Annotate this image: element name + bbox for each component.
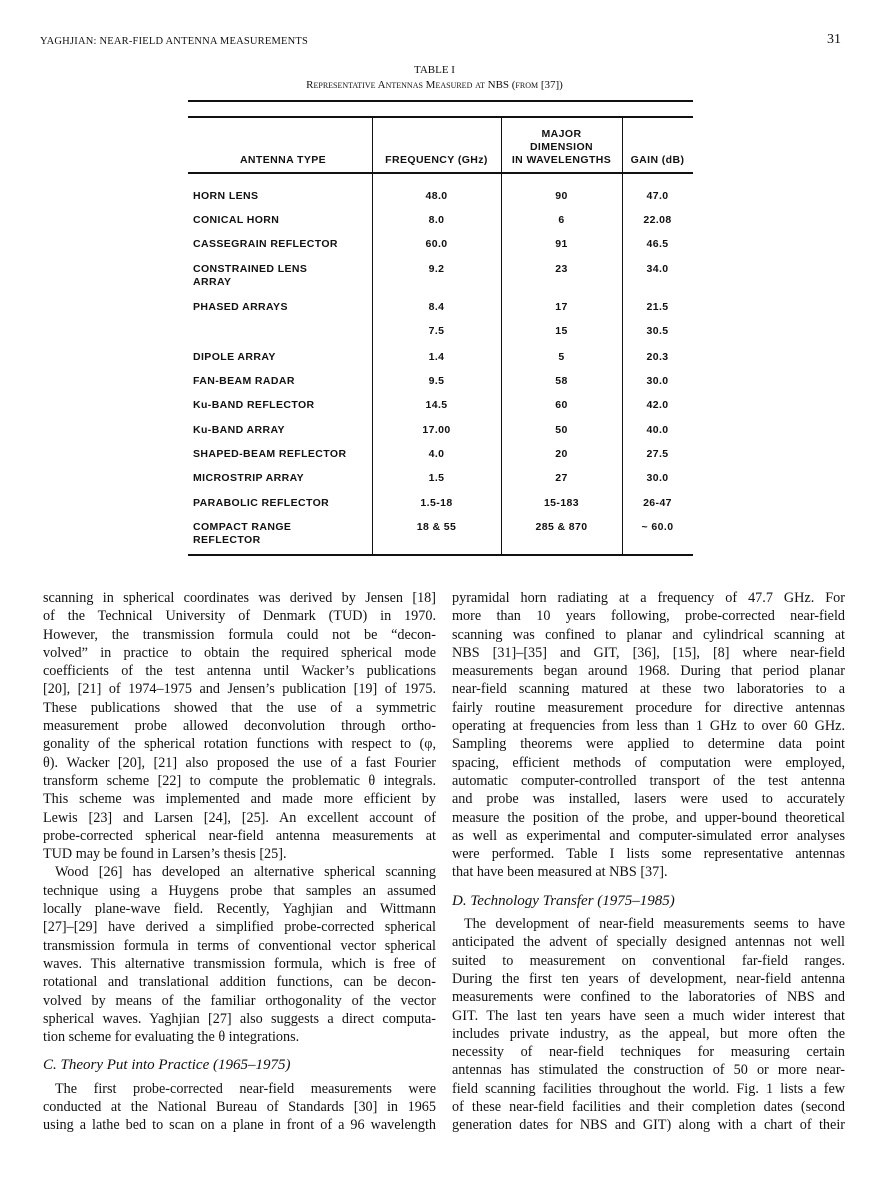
table-cell-frequency: 8.0 <box>428 214 445 226</box>
table-cell-gain: 26-47 <box>643 497 672 509</box>
text-line: anticipated the advent of specially designed antennas not well <box>452 934 845 951</box>
table-cell-major-dimension: 6 <box>558 214 565 226</box>
table-cell-gain: 47.0 <box>646 190 669 202</box>
text-line: of the Technical University of Denmark (TUD) in 1970. <box>43 608 436 625</box>
paragraph <box>452 915 845 1135</box>
text-line: near-field scanning matured at these two laboratories to a <box>452 681 845 698</box>
column-header-major-dimension <box>501 117 622 172</box>
text-line: transmission formula in terms of conventional vector spherical <box>43 937 436 954</box>
running-header: YAGHJIAN: NEAR-FIELD ANTENNA MEASUREMENTS <box>40 36 309 47</box>
table-cell-antenna-type: PARABOLIC REFLECTOR <box>193 497 330 509</box>
table-cell-antenna-type: SHAPED-BEAM REFLECTOR <box>193 448 347 460</box>
text-line: [27]–[29] have derived a simplified probe-corrected spherical <box>43 919 436 936</box>
table-cell-antenna-type: Ku-BAND REFLECTOR <box>193 399 315 411</box>
column-header-frequency: FREQUENCY (GHz) <box>385 154 488 166</box>
table-cell-gain: 46.5 <box>646 238 669 250</box>
text-line: measure the position of the probe, and upper-bound theoretical <box>452 809 845 826</box>
text-line: However, the transmission formula could not be “decon- <box>43 626 436 643</box>
table-cell-gain: 30.0 <box>646 375 669 387</box>
text-line: measurement probe allowed deconvolution through ortho- <box>43 718 436 735</box>
table-cell-major-dimension: 5 <box>558 351 565 363</box>
paragraph <box>452 589 845 882</box>
table-cell-major-dimension: 15-183 <box>543 497 580 509</box>
text-line: fairly routine measurement procedure for directive antennas <box>452 699 845 716</box>
table-cell-antenna-type: MICROSTRIP ARRAY <box>193 472 305 484</box>
text-line: suited to measurement on conventional far-field ranges. <box>452 952 845 969</box>
text-line: as well as experimental and computer-simulated error analyses <box>452 827 845 844</box>
table-cell-major-dimension: 285 & 870 <box>535 521 588 533</box>
table-cell-frequency: 48.0 <box>425 190 448 202</box>
text-line: were performed. Table I lists some representative antennas <box>452 846 845 863</box>
text-line: scanning was confined to planar and cylindrical scanning at <box>452 626 845 643</box>
text-line: transform scheme [22] to compute the problematic θ integrals. <box>43 772 436 789</box>
paragraph <box>43 589 436 863</box>
table-cell-frequency: 8.4 <box>428 301 445 313</box>
table-cell-major-dimension: 15 <box>555 325 568 337</box>
paragraph <box>43 863 436 1046</box>
text-line: Wood [26] has developed an alternative spherical scanning <box>55 864 436 881</box>
table-cell-frequency: 1.4 <box>428 351 445 363</box>
text-line: more than 10 years following, probe-corrected near-field <box>452 608 845 625</box>
table-cell-antenna-type: CASSEGRAIN REFLECTOR <box>193 238 338 250</box>
table-cell-major-dimension: 23 <box>555 263 568 275</box>
table-cell-major-dimension: 17 <box>555 301 568 313</box>
text-line: of these near-field facilities and their completion dates (second <box>452 1099 845 1116</box>
table-cell-gain: 34.0 <box>646 263 669 275</box>
table-header-bottom-rule <box>188 172 693 174</box>
text-line: spacing, efficient methods of computation were employed, <box>452 754 845 771</box>
table-cell-frequency: 9.2 <box>428 263 445 275</box>
text-line: Lewis [23] and Larsen [24], [25]. An excellent account of <box>43 809 436 826</box>
table-label: TABLE I <box>414 64 455 76</box>
table-cell-frequency: 18 & 55 <box>416 521 457 533</box>
column-header-antenna-type: ANTENNA TYPE <box>239 154 327 166</box>
text-line: GIT. The last ten years have seen a much wider interest that <box>452 1007 845 1024</box>
column-header-line: IN WAVELENGTHS <box>511 154 612 166</box>
text-line: measurements were confined to the laboratories of NBS and <box>452 989 845 1006</box>
text-line: [20], [21] of 1974–1975 and Jensen’s publication [19] of 1975. <box>43 681 436 698</box>
right-text-column <box>452 589 845 1135</box>
text-line: Sampling theorems were applied to determine data point <box>452 736 845 753</box>
table-cell-antenna-type: Ku-BAND ARRAY <box>193 424 285 436</box>
table-cell-antenna-type: COMPACT RANGE REFLECTOR <box>193 521 292 546</box>
table-cell-gain: 42.0 <box>646 399 669 411</box>
table-cell-frequency: 14.5 <box>425 399 448 411</box>
text-line: The development of near-field measurements seems to have <box>464 916 845 933</box>
table-cell-major-dimension: 58 <box>555 375 568 387</box>
table-cell-frequency: 1.5-18 <box>420 497 453 509</box>
text-line: antennas has stimulated the construction of 50 or more near- <box>452 1062 845 1079</box>
text-line: locally plane-wave field. Recently, Yaghjian and Wittmann <box>43 901 436 918</box>
text-line: These publications showed that the use of a symmetric <box>43 699 436 716</box>
table-cell-major-dimension: 60 <box>555 399 568 411</box>
text-line: automatic computer-controlled transport of the test antenna <box>452 772 845 789</box>
column-header-line: DIMENSION <box>529 141 594 153</box>
paragraph <box>43 1080 436 1135</box>
table-title: Representative Antennas Measured at NBS (from [37]) <box>306 79 563 91</box>
text-line: generation dates for NBS and GIT) along with a chart of their <box>452 1117 845 1134</box>
text-line: The first probe-corrected near-field measurements were <box>55 1080 436 1097</box>
section-heading: D. Technology Transfer (1975–1985) <box>452 892 675 909</box>
text-line: probe-corrected spherical near-field antenna measurements at <box>43 827 436 844</box>
table-cell-major-dimension: 20 <box>555 448 568 460</box>
text-line: volved” in practice to obtain the required spherical mode <box>43 644 436 661</box>
text-line: TUD may be found in Larsen’s thesis [25]. <box>43 846 287 863</box>
table-cell-major-dimension: 90 <box>555 190 568 202</box>
section-heading: C. Theory Put into Practice (1965–1975) <box>43 1057 291 1074</box>
text-line: This scheme was implemented and made more efficient by <box>43 791 436 808</box>
column-header-line: MAJOR <box>541 128 582 140</box>
text-line: operating at frequencies from less than 1 GHz to over 60 GHz. <box>452 718 845 735</box>
text-line: field scanning facilities throughout the world. Fig. 1 lists a few <box>452 1080 845 1097</box>
text-line: that have been measured at NBS [37]. <box>452 864 668 881</box>
table-cell-antenna-type: CONICAL HORN <box>193 214 280 226</box>
table-cell-antenna-type: DIPOLE ARRAY <box>193 351 276 363</box>
table-cell-major-dimension: 27 <box>555 472 568 484</box>
text-line: technique using a Huygens probe that samples an assumed <box>43 882 436 899</box>
table-cell-gain: 40.0 <box>646 424 669 436</box>
text-line: measurements began around 1968. During that period planar <box>452 663 845 680</box>
text-line: spherical waves. Yaghjian [27] also suggests a direct computa- <box>43 1010 436 1027</box>
table-cell-antenna-type: FAN-BEAM RADAR <box>193 375 295 387</box>
text-line: necessity of near-field techniques for measuring certain <box>452 1044 845 1061</box>
table-cell-frequency: 17.00 <box>422 424 451 436</box>
column-header-gain: GAIN (dB) <box>630 154 685 166</box>
text-line: rotational and translational addition functions, can be decon- <box>43 974 436 991</box>
text-line: conducted at the National Bureau of Standards [30] in 1965 <box>43 1099 436 1116</box>
table-cell-gain: 22.08 <box>643 214 672 226</box>
table-bottom-rule <box>188 554 693 556</box>
text-line: θ). Wacker [20], [21] also proposed the use of a fast Fourier <box>43 754 436 771</box>
table-cell-gain: 30.0 <box>646 472 669 484</box>
text-line: During the first ten years of development, near-field antenna <box>452 970 845 987</box>
table-cell-frequency: 60.0 <box>425 238 448 250</box>
text-line: tion scheme for evaluating the θ integrations. <box>43 1029 300 1046</box>
table-cell-major-dimension: 50 <box>555 424 568 436</box>
table-cell-antenna-type: PHASED ARRAYS <box>193 301 288 313</box>
text-line: includes private industry, as the appeal, but more often the <box>452 1025 845 1042</box>
table-cell-frequency: 1.5 <box>428 472 445 484</box>
text-line: gonality of the spherical rotation functions with respect to (φ, <box>43 736 436 753</box>
table-cell-gain: 21.5 <box>646 301 669 313</box>
page-number: 31 <box>827 32 841 47</box>
table-cell-antenna-type: CONSTRAINED LENS ARRAY <box>193 263 308 288</box>
text-line: coefficients of the test antenna until Wacker’s publications <box>43 663 436 680</box>
table-cell-frequency: 9.5 <box>428 375 445 387</box>
text-line: volved by means of the familiar orthogonality of the vector <box>43 992 436 1009</box>
text-line: using a lathe bed to scan on a plane in front of a 96 wavelength <box>43 1117 436 1134</box>
table-cell-gain: ~ 60.0 <box>641 521 674 533</box>
text-line: pyramidal horn radiating at a frequency of 47.7 GHz. For <box>452 590 845 606</box>
table-cell-gain: 20.3 <box>646 351 669 363</box>
table-cell-antenna-type: HORN LENS <box>193 190 259 202</box>
table-cell-gain: 30.5 <box>646 325 669 337</box>
table-cell-gain: 27.5 <box>646 448 669 460</box>
table-top-rule <box>188 100 693 102</box>
text-line: and probe was installed, lasers were used to accurately <box>452 791 845 808</box>
table-cell-major-dimension: 91 <box>555 238 568 250</box>
table-cell-frequency: 4.0 <box>428 448 445 460</box>
text-line: waves. This alternative transmission formula, which is free of <box>43 955 436 972</box>
text-line: NBS [31]–[35] and GIT, [36], [15], [8] where near-field <box>452 644 845 661</box>
left-text-column <box>43 589 436 1135</box>
table-cell-frequency: 7.5 <box>428 325 445 337</box>
text-line: scanning in spherical coordinates was derived by Jensen [18] <box>43 590 436 606</box>
